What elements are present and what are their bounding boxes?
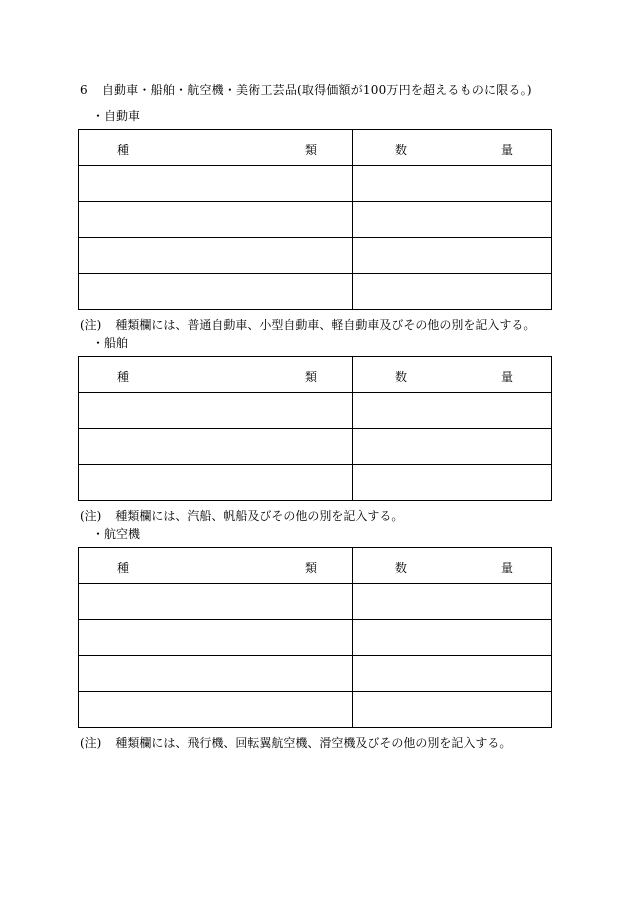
type-header-char2: 類 xyxy=(305,370,318,384)
table-header-row xyxy=(79,357,552,393)
quantity-header-char1: 数 xyxy=(395,370,408,384)
type-header-char1: 種 xyxy=(117,561,130,575)
note-automobile xyxy=(80,316,535,333)
table-row xyxy=(79,584,552,620)
quantity-cell[interactable] xyxy=(353,465,552,501)
note-text: 種類欄には、汽船、帆船及びその他の別を記入する。 xyxy=(115,509,404,523)
type-header-char2: 類 xyxy=(305,143,318,157)
quantity-cell[interactable] xyxy=(353,656,552,692)
quantity-header-char2: 量 xyxy=(501,143,514,157)
section-heading xyxy=(80,81,532,98)
type-cell[interactable] xyxy=(79,429,353,465)
table-row xyxy=(79,202,552,238)
section-number: 6 xyxy=(80,83,88,97)
type-cell[interactable] xyxy=(79,465,353,501)
type-column-header xyxy=(79,357,353,393)
type-cell[interactable] xyxy=(79,620,353,656)
quantity-column-header xyxy=(353,357,552,393)
table-row xyxy=(79,620,552,656)
note-text: 種類欄には、普通自動車、小型自動車、軽自動車及びその他の別を記入する。 xyxy=(115,318,536,332)
table-row xyxy=(79,465,552,501)
type-cell[interactable] xyxy=(79,202,353,238)
type-cell[interactable] xyxy=(79,393,353,429)
type-header-char1: 種 xyxy=(117,370,130,384)
type-cell[interactable] xyxy=(79,584,353,620)
table-row xyxy=(79,656,552,692)
type-column-header xyxy=(79,548,353,584)
quantity-cell[interactable] xyxy=(353,393,552,429)
note-mark: (注) xyxy=(80,509,102,523)
table-row xyxy=(79,238,552,274)
type-header-char2: 類 xyxy=(305,561,318,575)
automobile-table xyxy=(78,129,552,310)
note-mark: (注) xyxy=(80,318,102,332)
note-aircraft xyxy=(80,734,511,751)
table-row xyxy=(79,692,552,728)
type-column-header xyxy=(79,130,353,166)
aircraft-table xyxy=(78,547,552,728)
note-text: 種類欄には、飛行機、回転翼航空機、滑空機及びその他の別を記入する。 xyxy=(115,736,512,750)
subsection-title-aircraft: ・航空機 xyxy=(92,527,141,541)
section-heading-text: 自動車・船舶・航空機・美術工芸品(取得価額が100万円を超えるものに限る。) xyxy=(101,83,532,97)
table-row xyxy=(79,274,552,310)
quantity-cell[interactable] xyxy=(353,584,552,620)
quantity-cell[interactable] xyxy=(353,166,552,202)
table-row xyxy=(79,166,552,202)
subsection-title-automobile: ・自動車 xyxy=(92,109,141,123)
quantity-cell[interactable] xyxy=(353,238,552,274)
note-mark: (注) xyxy=(80,736,102,750)
quantity-header-char2: 量 xyxy=(501,561,514,575)
table-row xyxy=(79,393,552,429)
quantity-column-header xyxy=(353,130,552,166)
table-header-row xyxy=(79,548,552,584)
quantity-header-char1: 数 xyxy=(395,561,408,575)
type-cell[interactable] xyxy=(79,692,353,728)
quantity-cell[interactable] xyxy=(353,692,552,728)
type-cell[interactable] xyxy=(79,238,353,274)
quantity-header-char2: 量 xyxy=(501,370,514,384)
quantity-cell[interactable] xyxy=(353,274,552,310)
quantity-column-header xyxy=(353,548,552,584)
type-cell[interactable] xyxy=(79,166,353,202)
subsection-title-vessel: ・船舶 xyxy=(92,336,129,350)
table-row xyxy=(79,429,552,465)
quantity-cell[interactable] xyxy=(353,429,552,465)
quantity-header-char1: 数 xyxy=(395,143,408,157)
type-cell[interactable] xyxy=(79,656,353,692)
quantity-cell[interactable] xyxy=(353,202,552,238)
vessel-table xyxy=(78,356,552,501)
type-cell[interactable] xyxy=(79,274,353,310)
table-header-row xyxy=(79,130,552,166)
note-vessel xyxy=(80,507,403,524)
quantity-cell[interactable] xyxy=(353,620,552,656)
type-header-char1: 種 xyxy=(117,143,130,157)
